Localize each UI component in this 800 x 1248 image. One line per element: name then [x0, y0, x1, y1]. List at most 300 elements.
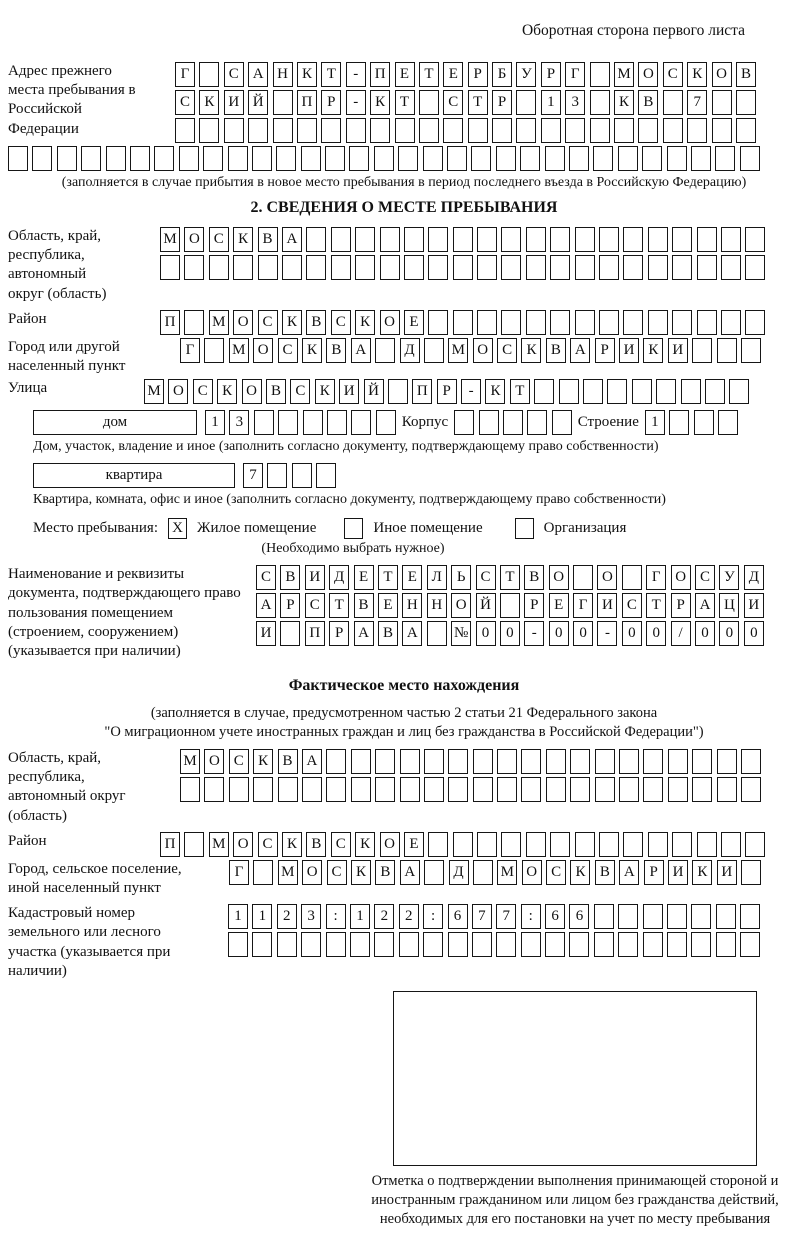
char-cell[interactable]: [667, 932, 687, 957]
char-cell[interactable]: Е: [354, 565, 374, 590]
char-cell[interactable]: П: [412, 379, 432, 404]
char-cell[interactable]: [351, 410, 371, 435]
char-cell[interactable]: [424, 777, 444, 802]
char-cell[interactable]: [370, 118, 390, 143]
char-cell[interactable]: [375, 749, 395, 774]
char-cell[interactable]: [327, 410, 347, 435]
char-cell[interactable]: [717, 777, 737, 802]
char-cell[interactable]: [376, 410, 396, 435]
char-cell[interactable]: [618, 904, 638, 929]
char-cell[interactable]: [721, 310, 741, 335]
char-cell[interactable]: К: [199, 90, 219, 115]
char-cell[interactable]: 1: [541, 90, 561, 115]
char-cell[interactable]: 3: [301, 904, 321, 929]
char-cell[interactable]: [423, 146, 443, 171]
char-cell[interactable]: Д: [329, 565, 349, 590]
char-cell[interactable]: [278, 777, 298, 802]
char-cell[interactable]: [453, 310, 473, 335]
char-cell[interactable]: [681, 379, 701, 404]
char-cell[interactable]: П: [370, 62, 390, 87]
char-cell[interactable]: [599, 255, 619, 280]
char-cell[interactable]: В: [378, 621, 398, 646]
char-cell[interactable]: 1: [228, 904, 248, 929]
char-cell[interactable]: В: [524, 565, 544, 590]
char-cell[interactable]: [277, 932, 297, 957]
char-cell[interactable]: [527, 410, 547, 435]
char-cell[interactable]: С: [476, 565, 496, 590]
char-cell[interactable]: [595, 749, 615, 774]
char-cell[interactable]: [199, 118, 219, 143]
char-cell[interactable]: [447, 146, 467, 171]
char-cell[interactable]: [428, 227, 448, 252]
char-cell[interactable]: [424, 749, 444, 774]
char-cell[interactable]: [716, 932, 736, 957]
char-cell[interactable]: [672, 310, 692, 335]
char-cell[interactable]: Г: [175, 62, 195, 87]
char-cell[interactable]: [648, 310, 668, 335]
char-cell[interactable]: [623, 227, 643, 252]
char-cell[interactable]: О: [168, 379, 188, 404]
char-cell[interactable]: [546, 749, 566, 774]
char-cell[interactable]: [526, 227, 546, 252]
char-cell[interactable]: [521, 777, 541, 802]
char-cell[interactable]: [400, 749, 420, 774]
char-cell[interactable]: [278, 410, 298, 435]
char-cell[interactable]: [199, 62, 219, 87]
char-cell[interactable]: К: [355, 832, 375, 857]
char-cell[interactable]: [623, 832, 643, 857]
char-cell[interactable]: О: [473, 338, 493, 363]
char-cell[interactable]: Т: [500, 565, 520, 590]
char-cell[interactable]: С: [695, 565, 715, 590]
char-cell[interactable]: [526, 255, 546, 280]
char-cell[interactable]: [745, 227, 765, 252]
char-cell[interactable]: [427, 621, 447, 646]
char-cell[interactable]: [672, 255, 692, 280]
char-cell[interactable]: [705, 379, 725, 404]
char-cell[interactable]: [351, 749, 371, 774]
char-cell[interactable]: /: [671, 621, 691, 646]
char-cell[interactable]: Т: [321, 62, 341, 87]
char-cell[interactable]: [302, 777, 322, 802]
char-cell[interactable]: [301, 146, 321, 171]
char-cell[interactable]: И: [339, 379, 359, 404]
char-cell[interactable]: [428, 255, 448, 280]
char-cell[interactable]: Е: [378, 593, 398, 618]
char-cell[interactable]: Р: [541, 62, 561, 87]
char-cell[interactable]: [648, 227, 668, 252]
char-cell[interactable]: Р: [280, 593, 300, 618]
char-cell[interactable]: [569, 146, 589, 171]
char-cell[interactable]: [276, 146, 296, 171]
char-cell[interactable]: -: [524, 621, 544, 646]
char-cell[interactable]: Д: [449, 860, 469, 885]
char-cell[interactable]: [697, 227, 717, 252]
char-cell[interactable]: [280, 621, 300, 646]
char-cell[interactable]: [570, 749, 590, 774]
char-cell[interactable]: [349, 146, 369, 171]
char-cell[interactable]: [545, 146, 565, 171]
char-cell[interactable]: [623, 255, 643, 280]
char-cell[interactable]: [258, 255, 278, 280]
char-cell[interactable]: [607, 379, 627, 404]
char-cell[interactable]: И: [597, 593, 617, 618]
char-cell[interactable]: 3: [229, 410, 249, 435]
char-cell[interactable]: [350, 932, 370, 957]
char-cell[interactable]: [692, 777, 712, 802]
char-cell[interactable]: Р: [468, 62, 488, 87]
char-cell[interactable]: С: [278, 338, 298, 363]
char-cell[interactable]: [643, 904, 663, 929]
char-cell[interactable]: [516, 90, 536, 115]
char-cell[interactable]: [721, 255, 741, 280]
char-cell[interactable]: [228, 932, 248, 957]
char-cell[interactable]: А: [248, 62, 268, 87]
char-cell[interactable]: 1: [350, 904, 370, 929]
char-cell[interactable]: А: [402, 621, 422, 646]
char-cell[interactable]: К: [643, 338, 663, 363]
char-cell[interactable]: [254, 410, 274, 435]
char-cell[interactable]: И: [668, 338, 688, 363]
char-cell[interactable]: [325, 146, 345, 171]
char-cell[interactable]: [472, 932, 492, 957]
char-cell[interactable]: [583, 379, 603, 404]
char-cell[interactable]: И: [619, 338, 639, 363]
char-cell[interactable]: Д: [744, 565, 764, 590]
char-cell[interactable]: [496, 146, 516, 171]
char-cell[interactable]: П: [160, 832, 180, 857]
char-cell[interactable]: [599, 227, 619, 252]
char-cell[interactable]: С: [305, 593, 325, 618]
char-cell[interactable]: Г: [573, 593, 593, 618]
char-cell[interactable]: [326, 777, 346, 802]
char-cell[interactable]: [303, 410, 323, 435]
char-cell[interactable]: [569, 932, 589, 957]
char-cell[interactable]: [590, 118, 610, 143]
char-cell[interactable]: [717, 749, 737, 774]
char-cell[interactable]: [570, 777, 590, 802]
char-cell[interactable]: Р: [671, 593, 691, 618]
char-cell[interactable]: [599, 310, 619, 335]
char-cell[interactable]: [618, 932, 638, 957]
char-cell[interactable]: [740, 904, 760, 929]
char-cell[interactable]: 2: [374, 904, 394, 929]
char-cell[interactable]: С: [229, 749, 249, 774]
char-cell[interactable]: [331, 255, 351, 280]
char-cell[interactable]: [648, 832, 668, 857]
char-cell[interactable]: [526, 310, 546, 335]
char-cell[interactable]: А: [400, 860, 420, 885]
char-cell[interactable]: [306, 227, 326, 252]
char-cell[interactable]: Е: [549, 593, 569, 618]
char-cell[interactable]: [473, 777, 493, 802]
char-cell[interactable]: С: [663, 62, 683, 87]
char-cell[interactable]: В: [638, 90, 658, 115]
char-cell[interactable]: [477, 255, 497, 280]
char-cell[interactable]: [395, 118, 415, 143]
char-cell[interactable]: [721, 227, 741, 252]
char-cell[interactable]: Р: [595, 338, 615, 363]
char-cell[interactable]: С: [193, 379, 213, 404]
char-cell[interactable]: [545, 932, 565, 957]
char-cell[interactable]: [697, 255, 717, 280]
char-cell[interactable]: Ь: [451, 565, 471, 590]
char-cell[interactable]: О: [233, 310, 253, 335]
char-cell[interactable]: А: [256, 593, 276, 618]
char-cell[interactable]: К: [233, 227, 253, 252]
char-cell[interactable]: [691, 904, 711, 929]
char-cell[interactable]: [669, 410, 689, 435]
char-cell[interactable]: В: [306, 310, 326, 335]
char-cell[interactable]: [32, 146, 52, 171]
char-cell[interactable]: [229, 777, 249, 802]
char-cell[interactable]: О: [233, 832, 253, 857]
char-cell[interactable]: [423, 932, 443, 957]
char-cell[interactable]: 0: [646, 621, 666, 646]
char-cell[interactable]: [57, 146, 77, 171]
char-cell[interactable]: О: [380, 832, 400, 857]
char-cell[interactable]: [448, 932, 468, 957]
char-cell[interactable]: С: [209, 227, 229, 252]
char-cell[interactable]: Р: [644, 860, 664, 885]
char-cell[interactable]: В: [280, 565, 300, 590]
char-cell[interactable]: [643, 749, 663, 774]
char-cell[interactable]: [326, 749, 346, 774]
char-cell[interactable]: Т: [646, 593, 666, 618]
char-cell[interactable]: 0: [622, 621, 642, 646]
char-cell[interactable]: [454, 410, 474, 435]
char-cell[interactable]: [400, 777, 420, 802]
char-cell[interactable]: Н: [402, 593, 422, 618]
char-cell[interactable]: [550, 310, 570, 335]
char-cell[interactable]: [8, 146, 28, 171]
char-cell[interactable]: [398, 146, 418, 171]
char-cell[interactable]: А: [570, 338, 590, 363]
char-cell[interactable]: П: [297, 90, 317, 115]
char-cell[interactable]: [741, 860, 761, 885]
char-cell[interactable]: О: [549, 565, 569, 590]
char-cell[interactable]: [667, 146, 687, 171]
char-cell[interactable]: [526, 832, 546, 857]
char-cell[interactable]: [203, 146, 223, 171]
char-cell[interactable]: [618, 146, 638, 171]
char-cell[interactable]: Г: [229, 860, 249, 885]
char-cell[interactable]: 0: [500, 621, 520, 646]
char-cell[interactable]: [559, 379, 579, 404]
char-cell[interactable]: [501, 227, 521, 252]
char-cell[interactable]: [590, 90, 610, 115]
char-cell[interactable]: [273, 118, 293, 143]
char-cell[interactable]: К: [370, 90, 390, 115]
char-cell[interactable]: [448, 749, 468, 774]
char-cell[interactable]: К: [253, 749, 273, 774]
char-cell[interactable]: [521, 749, 541, 774]
char-cell[interactable]: [623, 310, 643, 335]
char-cell[interactable]: О: [253, 338, 273, 363]
char-cell[interactable]: Г: [646, 565, 666, 590]
char-cell[interactable]: -: [346, 62, 366, 87]
char-cell[interactable]: 7: [243, 463, 263, 488]
char-cell[interactable]: К: [217, 379, 237, 404]
char-cell[interactable]: [252, 932, 272, 957]
char-cell[interactable]: [204, 338, 224, 363]
char-cell[interactable]: [550, 832, 570, 857]
char-cell[interactable]: М: [209, 832, 229, 857]
char-cell[interactable]: [663, 118, 683, 143]
char-cell[interactable]: [668, 777, 688, 802]
char-cell[interactable]: [346, 118, 366, 143]
char-cell[interactable]: О: [522, 860, 542, 885]
char-cell[interactable]: 3: [565, 90, 585, 115]
char-cell[interactable]: [697, 310, 717, 335]
char-cell[interactable]: [273, 90, 293, 115]
char-cell[interactable]: [694, 410, 714, 435]
char-cell[interactable]: [717, 338, 737, 363]
char-cell[interactable]: [374, 146, 394, 171]
char-cell[interactable]: [252, 146, 272, 171]
char-cell[interactable]: [388, 379, 408, 404]
char-cell[interactable]: [130, 146, 150, 171]
char-cell[interactable]: [175, 118, 195, 143]
char-cell[interactable]: Т: [395, 90, 415, 115]
char-cell[interactable]: [691, 932, 711, 957]
stay-type-checkbox-residential[interactable]: [168, 518, 187, 539]
char-cell[interactable]: [443, 118, 463, 143]
char-cell[interactable]: [292, 463, 312, 488]
char-cell[interactable]: И: [744, 593, 764, 618]
char-cell[interactable]: [642, 146, 662, 171]
char-cell[interactable]: [622, 565, 642, 590]
char-cell[interactable]: [399, 932, 419, 957]
char-cell[interactable]: [375, 338, 395, 363]
char-cell[interactable]: [721, 832, 741, 857]
char-cell[interactable]: 1: [205, 410, 225, 435]
char-cell[interactable]: [643, 777, 663, 802]
char-cell[interactable]: [648, 255, 668, 280]
char-cell[interactable]: [595, 777, 615, 802]
char-cell[interactable]: К: [302, 338, 322, 363]
char-cell[interactable]: [590, 62, 610, 87]
stay-type-checkbox-organization[interactable]: [515, 518, 534, 539]
char-cell[interactable]: [448, 777, 468, 802]
char-cell[interactable]: Е: [443, 62, 463, 87]
char-cell[interactable]: [619, 777, 639, 802]
char-cell[interactable]: [404, 255, 424, 280]
char-cell[interactable]: К: [315, 379, 335, 404]
char-cell[interactable]: [496, 932, 516, 957]
char-cell[interactable]: [477, 227, 497, 252]
char-cell[interactable]: :: [521, 904, 541, 929]
char-cell[interactable]: Е: [402, 565, 422, 590]
char-cell[interactable]: У: [516, 62, 536, 87]
char-cell[interactable]: Т: [378, 565, 398, 590]
char-cell[interactable]: [497, 777, 517, 802]
char-cell[interactable]: -: [461, 379, 481, 404]
char-cell[interactable]: [184, 832, 204, 857]
char-cell[interactable]: М: [278, 860, 298, 885]
char-cell[interactable]: [473, 749, 493, 774]
char-cell[interactable]: [424, 338, 444, 363]
char-cell[interactable]: О: [204, 749, 224, 774]
char-cell[interactable]: С: [546, 860, 566, 885]
char-cell[interactable]: [479, 410, 499, 435]
char-cell[interactable]: [614, 118, 634, 143]
char-cell[interactable]: С: [290, 379, 310, 404]
char-cell[interactable]: [516, 118, 536, 143]
char-cell[interactable]: [267, 463, 287, 488]
char-cell[interactable]: С: [258, 832, 278, 857]
char-cell[interactable]: Т: [329, 593, 349, 618]
char-cell[interactable]: [477, 310, 497, 335]
char-cell[interactable]: И: [668, 860, 688, 885]
char-cell[interactable]: [541, 118, 561, 143]
char-cell[interactable]: [692, 749, 712, 774]
char-cell[interactable]: [575, 255, 595, 280]
char-cell[interactable]: [419, 90, 439, 115]
char-cell[interactable]: В: [278, 749, 298, 774]
char-cell[interactable]: К: [351, 860, 371, 885]
char-cell[interactable]: С: [622, 593, 642, 618]
char-cell[interactable]: :: [423, 904, 443, 929]
char-cell[interactable]: М: [229, 338, 249, 363]
char-cell[interactable]: [301, 932, 321, 957]
char-cell[interactable]: [565, 118, 585, 143]
char-cell[interactable]: О: [712, 62, 732, 87]
char-cell[interactable]: Р: [524, 593, 544, 618]
char-cell[interactable]: [550, 255, 570, 280]
char-cell[interactable]: [248, 118, 268, 143]
char-cell[interactable]: [668, 749, 688, 774]
char-cell[interactable]: [224, 118, 244, 143]
char-cell[interactable]: С: [331, 310, 351, 335]
char-cell[interactable]: 7: [687, 90, 707, 115]
char-cell[interactable]: [575, 227, 595, 252]
char-cell[interactable]: [106, 146, 126, 171]
char-cell[interactable]: О: [184, 227, 204, 252]
char-cell[interactable]: 0: [476, 621, 496, 646]
char-cell[interactable]: С: [258, 310, 278, 335]
char-cell[interactable]: М: [160, 227, 180, 252]
char-cell[interactable]: И: [224, 90, 244, 115]
char-cell[interactable]: 1: [252, 904, 272, 929]
char-cell[interactable]: Р: [321, 90, 341, 115]
char-cell[interactable]: [468, 118, 488, 143]
char-cell[interactable]: [419, 118, 439, 143]
char-cell[interactable]: [745, 832, 765, 857]
char-cell[interactable]: [546, 777, 566, 802]
char-cell[interactable]: 0: [549, 621, 569, 646]
char-cell[interactable]: К: [485, 379, 505, 404]
char-cell[interactable]: Е: [395, 62, 415, 87]
char-cell[interactable]: Т: [468, 90, 488, 115]
char-cell[interactable]: Т: [510, 379, 530, 404]
char-cell[interactable]: [712, 118, 732, 143]
char-cell[interactable]: К: [521, 338, 541, 363]
char-cell[interactable]: О: [671, 565, 691, 590]
char-cell[interactable]: В: [736, 62, 756, 87]
char-cell[interactable]: [638, 118, 658, 143]
char-cell[interactable]: С: [497, 338, 517, 363]
char-cell[interactable]: К: [692, 860, 712, 885]
char-cell[interactable]: С: [224, 62, 244, 87]
char-cell[interactable]: В: [375, 860, 395, 885]
char-cell[interactable]: Б: [492, 62, 512, 87]
char-cell[interactable]: А: [282, 227, 302, 252]
char-cell[interactable]: [428, 832, 448, 857]
char-cell[interactable]: В: [354, 593, 374, 618]
char-cell[interactable]: Т: [419, 62, 439, 87]
char-cell[interactable]: В: [595, 860, 615, 885]
